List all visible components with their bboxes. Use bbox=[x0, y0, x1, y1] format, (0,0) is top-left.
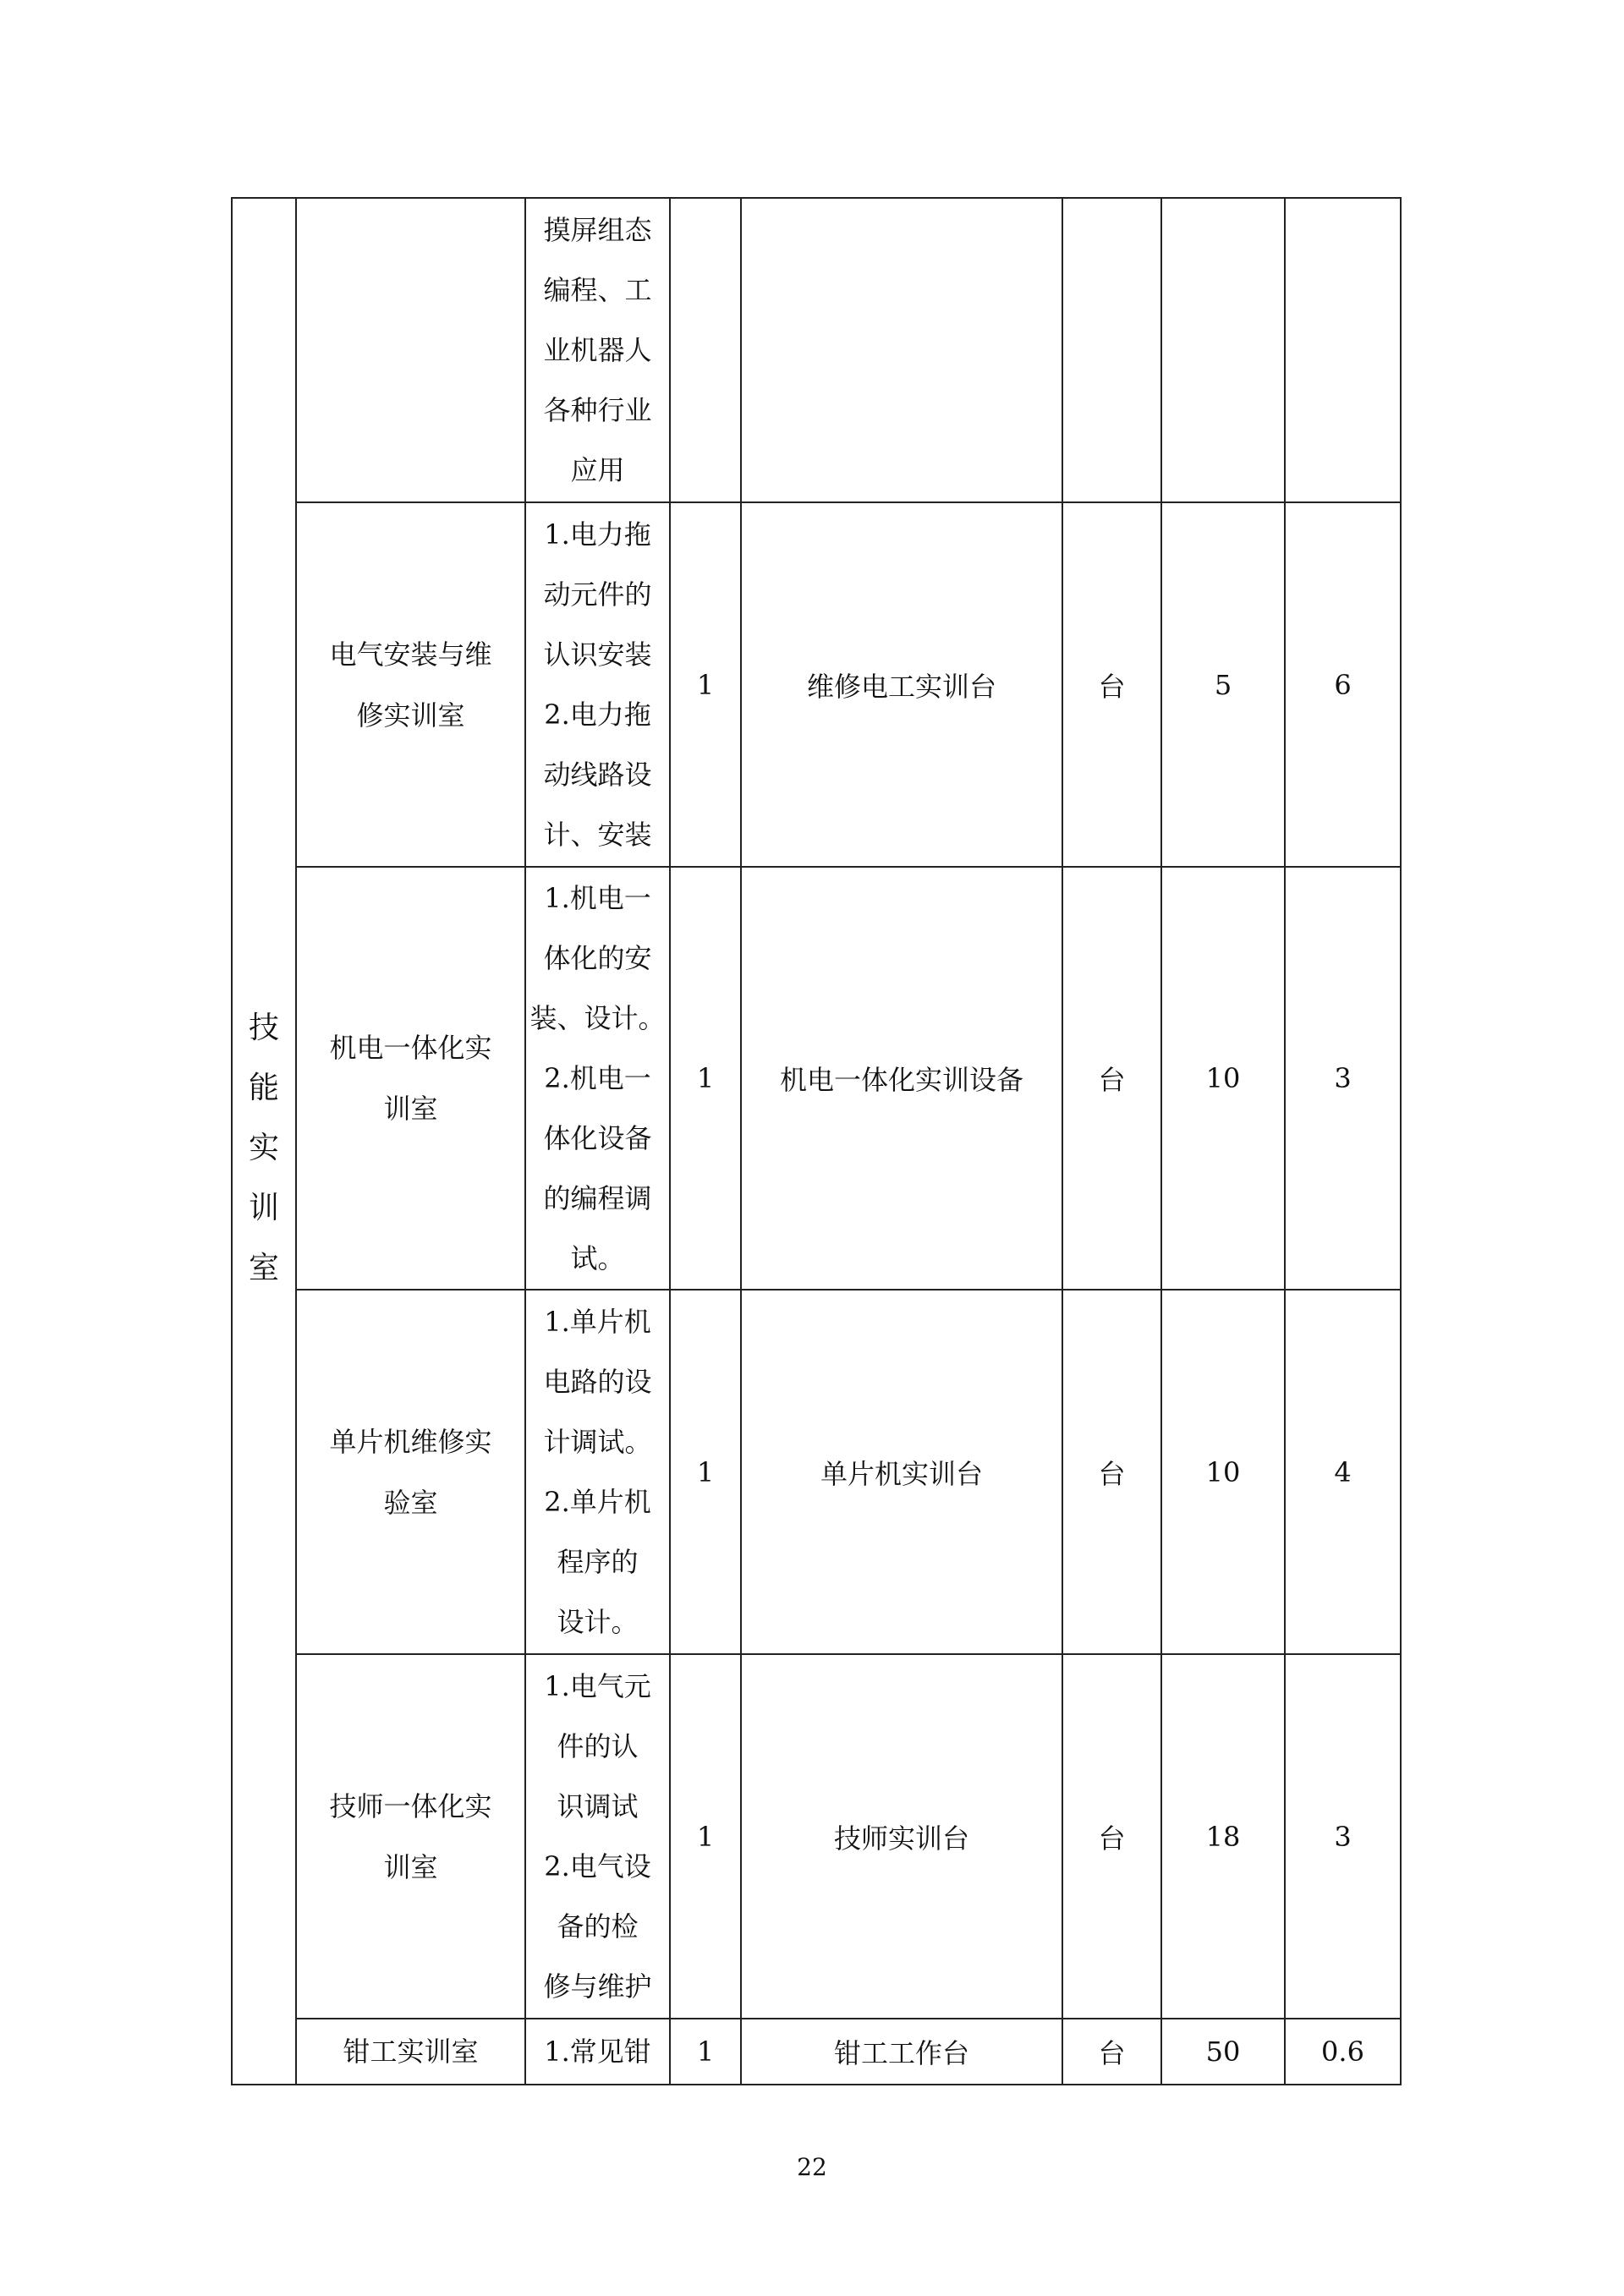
room-name: 电气安装与维 修实训室 bbox=[329, 638, 492, 732]
area-cell: 3 bbox=[1285, 867, 1401, 1290]
equipment-cell: 维修电工实训台 bbox=[741, 502, 1062, 867]
training-content: 1.电力拖 动元件的 认识安装 2.电力拖 动线路设 计、安装 bbox=[543, 518, 652, 851]
room-name-cell bbox=[296, 1290, 525, 1654]
quantity-cell: 1 bbox=[670, 2019, 741, 2085]
content-cell bbox=[525, 502, 670, 867]
content-cell bbox=[525, 1290, 670, 1654]
training-content: 1.单片机 电路的设 计调试。 2.单片机 程序的 设计。 bbox=[543, 1305, 652, 1638]
equipment-cell bbox=[741, 198, 1062, 502]
table-row bbox=[232, 867, 1401, 1290]
training-content: 1.常见钳 bbox=[544, 2035, 651, 2068]
page-number: 22 bbox=[797, 2153, 827, 2181]
room-name-cell bbox=[296, 867, 525, 1290]
training-room-table bbox=[231, 197, 1402, 2085]
room-name-cell bbox=[296, 502, 525, 867]
area-cell: 6 bbox=[1285, 502, 1401, 867]
quantity-cell: 1 bbox=[670, 1654, 741, 2019]
unit-cell: 台 bbox=[1062, 2019, 1161, 2085]
unit-cell: 台 bbox=[1062, 502, 1161, 867]
unit-cell: 台 bbox=[1062, 1290, 1161, 1654]
equipment-cell: 技师实训台 bbox=[741, 1654, 1062, 2019]
area-cell bbox=[1285, 198, 1401, 502]
quantity-cell: 1 bbox=[670, 1290, 741, 1654]
content-cell bbox=[525, 2019, 670, 2085]
unit-cell: 台 bbox=[1062, 867, 1161, 1290]
quantity-cell: 1 bbox=[670, 502, 741, 867]
room-name-cell bbox=[296, 1654, 525, 2019]
quantity-cell: 1 bbox=[670, 867, 741, 1290]
training-content: 摸屏组态 编程、工 业机器人 各种行业 应用 bbox=[543, 213, 652, 486]
room-name-cell bbox=[296, 2019, 525, 2085]
quantity-cell bbox=[670, 198, 741, 502]
training-content: 1.电气元 件的认 识调试 2.电气设 备的检 修与维护 bbox=[543, 1669, 652, 2003]
area-cell: 3 bbox=[1285, 1654, 1401, 2019]
content-cell bbox=[525, 867, 670, 1290]
table-row bbox=[232, 1290, 1401, 1654]
count-cell: 5 bbox=[1161, 502, 1285, 867]
training-content: 1.机电一 体化的安 装、设计。 2.机电一 体化设备 的编程调 试。 bbox=[529, 881, 666, 1274]
room-name: 技师一体化实 训室 bbox=[329, 1789, 492, 1883]
content-cell bbox=[525, 1654, 670, 2019]
unit-cell bbox=[1062, 198, 1161, 502]
count-cell: 10 bbox=[1161, 1290, 1285, 1654]
table-row bbox=[232, 198, 1401, 502]
area-cell: 0.6 bbox=[1285, 2019, 1401, 2085]
count-cell: 18 bbox=[1161, 1654, 1285, 2019]
table-row bbox=[232, 2019, 1401, 2085]
category-cell bbox=[232, 198, 296, 2085]
count-cell: 50 bbox=[1161, 2019, 1285, 2085]
category-label: 技 能 实 训 室 bbox=[248, 1011, 279, 1285]
room-name: 机电一体化实 训室 bbox=[329, 1032, 492, 1125]
unit-cell: 台 bbox=[1062, 1654, 1161, 2019]
count-cell bbox=[1161, 198, 1285, 502]
table-row bbox=[232, 1654, 1401, 2019]
count-cell: 10 bbox=[1161, 867, 1285, 1290]
table-row bbox=[232, 502, 1401, 867]
room-name: 钳工实训室 bbox=[343, 2036, 479, 2068]
content-cell bbox=[525, 198, 670, 502]
equipment-cell: 钳工工作台 bbox=[741, 2019, 1062, 2085]
room-name: 单片机维修实 验室 bbox=[329, 1425, 492, 1519]
equipment-cell: 单片机实训台 bbox=[741, 1290, 1062, 1654]
area-cell: 4 bbox=[1285, 1290, 1401, 1654]
room-name-cell bbox=[296, 198, 525, 502]
equipment-cell: 机电一体化实训设备 bbox=[741, 867, 1062, 1290]
